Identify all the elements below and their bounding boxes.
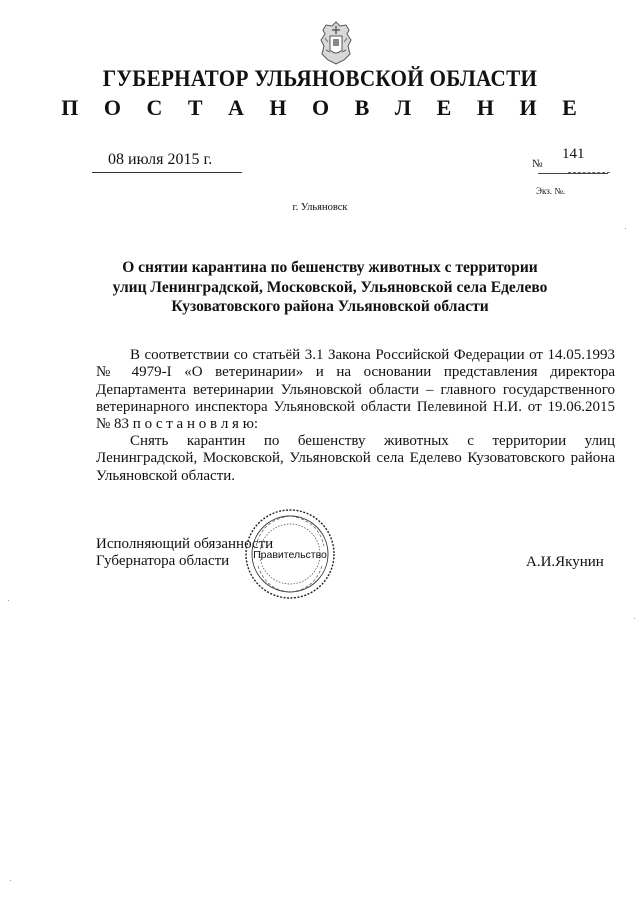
scan-speck [10,880,11,881]
number-sign: № [532,158,543,170]
document-number: 141 [562,146,585,162]
subject-line: О снятии карантина по бешенству животных с территории [122,259,538,276]
official-stamp [242,506,338,602]
body-paragraph-1: В соответствии со статьёй 3.1 Закона Российской Федерации от 14.05.1993 № 4979-I «О ветеринарии» и на основании представления директора Департамента ветеринарии Ульяновской области – главного государственного ветеринарного инспектора Ульяновской области Пелевиной Н.И. от 19.06.2015 № 83 п о с т а н о в л я ю: [96,347,615,433]
coat-of-arms-icon [316,20,356,66]
scan-speck [634,618,635,619]
document-date: 08 июля 2015 г. [108,151,213,168]
document-type: П О С Т А Н О В Л Е Н И Е [61,95,587,120]
scan-speck [8,600,9,601]
number-dash [568,172,610,173]
body-paragraph-2: Снять карантин по бешенству животных с территории улиц Ленинградской, Московской, Ульяновской села Еделево Кузоватовского района Ульяновской области. [96,433,615,484]
stamp-text: Правительство [253,549,327,561]
scan-speck [625,228,626,229]
subject-line: улиц Ленинградской, Московской, Ульяновской села Еделево [112,278,548,296]
position-line: Губернатора области [96,553,230,570]
position-line: Исполняющий обязанности [96,536,274,552]
subject-line: Кузоватовского района Ульяновской области [171,298,489,315]
authority-title: ГУБЕРНАТОР УЛЬЯНОВСКОЙ ОБЛАСТИ [102,66,538,91]
document-subject [90,258,570,317]
copy-number-label: Экз. №. [536,186,566,196]
signatory-name: А.И.Якунин [526,554,604,570]
date-underline [92,172,242,173]
city: г. Ульяновск [292,202,348,213]
number-underline [538,173,608,174]
